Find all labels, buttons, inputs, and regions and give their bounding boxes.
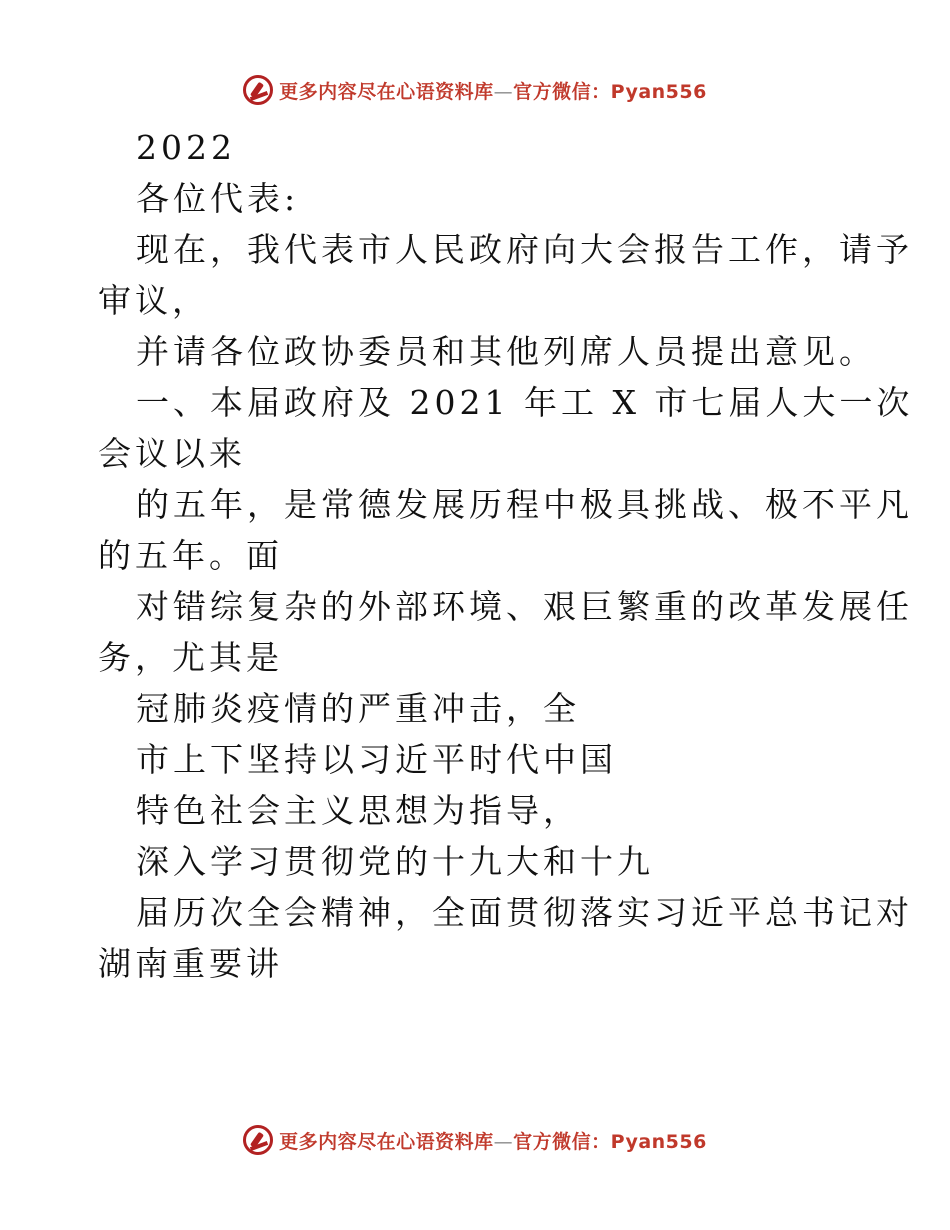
document-line: 审议， <box>98 281 209 320</box>
document-line: 的五年。面 <box>98 536 283 575</box>
document-line: 并请各位政协委员和其他列席人员提出意见。 <box>136 332 876 371</box>
header-wechat-label: 官方微信： <box>513 80 611 103</box>
document-line: 会议以来 <box>98 434 246 473</box>
header-banner <box>0 68 950 112</box>
header-text <box>279 77 707 104</box>
pen-seal-icon <box>243 1125 273 1155</box>
pen-seal-icon <box>243 75 273 105</box>
document-line: 对错综复杂的外部环境、艰巨繁重的改革发展任 <box>136 587 913 626</box>
document-line: 冠肺炎疫情的严重冲击，全 <box>136 689 580 728</box>
document-line: 的五年，是常德发展历程中极具挑战、极不平凡 <box>136 485 913 524</box>
footer-wechat-id: Pyan556 <box>610 1130 707 1153</box>
document-line: 特色社会主义思想为指导， <box>136 791 580 830</box>
header-wechat-id: Pyan556 <box>610 80 707 103</box>
document-line: 现在，我代表市人民政府向大会报告工作，请予 <box>136 230 913 269</box>
footer-brand: 更多内容尽在心语资料库 <box>279 1130 494 1153</box>
document-line: 务，尤其是 <box>98 638 283 677</box>
document-line: 各位代表: <box>136 179 300 218</box>
document-line: 一、本届政府及 2021 年工 X 市七届人大一次 <box>136 383 914 422</box>
document-line: 2022 <box>136 128 236 167</box>
footer-banner <box>0 1118 950 1162</box>
document-line: 湖南重要讲 <box>98 944 283 983</box>
footer-wechat-label: 官方微信： <box>513 1130 611 1153</box>
footer-dash: — <box>493 1130 514 1153</box>
document-line: 深入学习贯彻党的十九大和十九 <box>136 842 654 881</box>
header-brand: 更多内容尽在心语资料库 <box>279 80 494 103</box>
footer-text <box>279 1127 707 1154</box>
document-line: 届历次全会精神，全面贯彻落实习近平总书记对 <box>136 893 913 932</box>
document-body <box>98 124 914 991</box>
header-dash: — <box>493 80 514 103</box>
document-line: 市上下坚持以习近平时代中国 <box>136 740 617 779</box>
